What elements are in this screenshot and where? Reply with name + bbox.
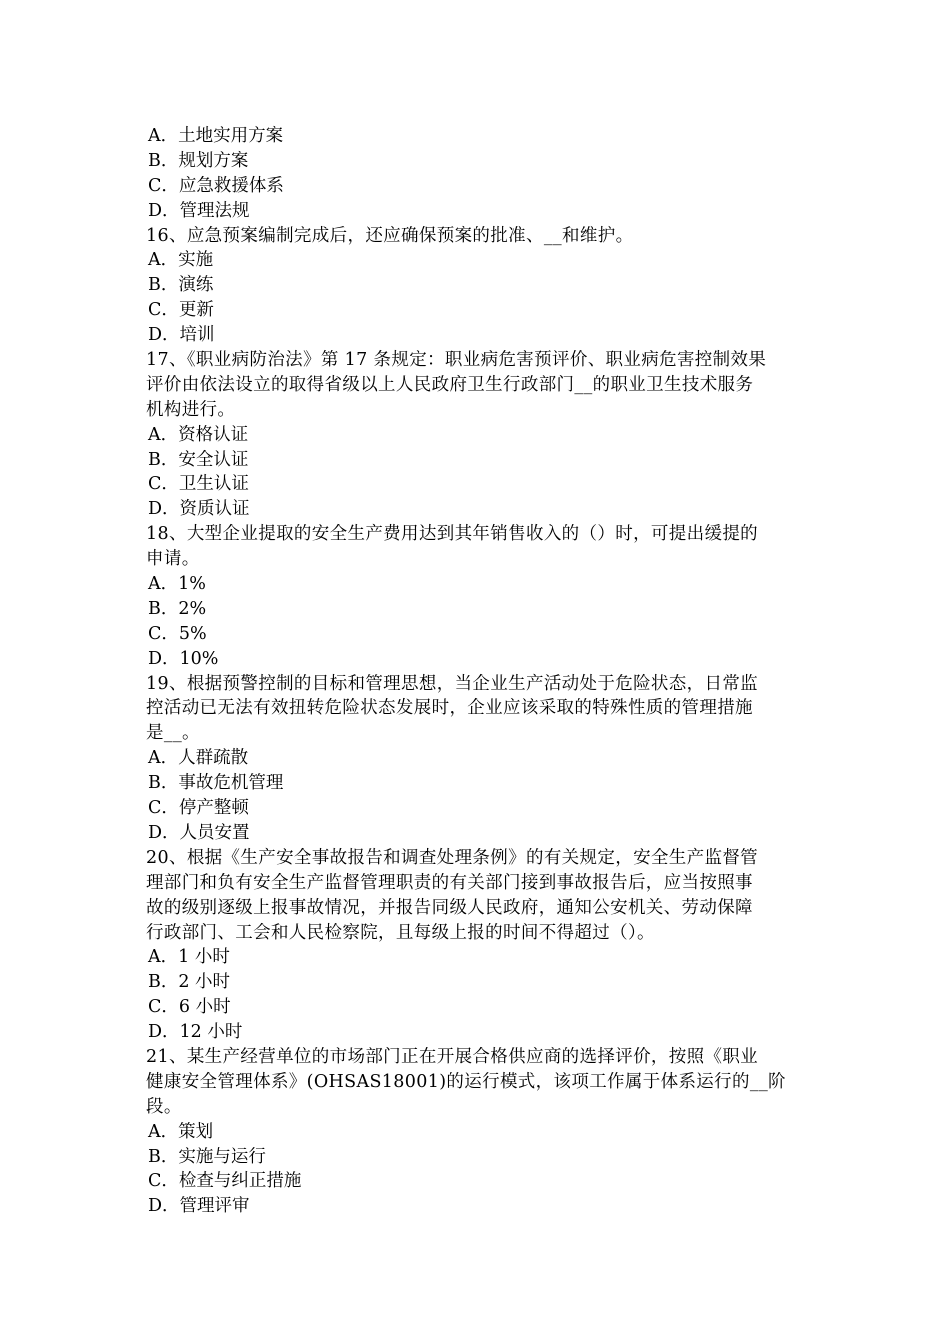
question-text: 申请。: [146, 549, 200, 570]
question-text: 是__。: [146, 723, 200, 744]
option-a: A．1%: [148, 574, 206, 595]
option-c: C．卫生认证: [148, 474, 249, 495]
option-c: C．5%: [148, 623, 207, 644]
option-b: B．实施与运行: [148, 1146, 266, 1167]
question-17: [146, 348, 810, 423]
question-20: [146, 846, 810, 946]
option-c: C．检查与纠正措施: [148, 1171, 302, 1192]
question-18: [146, 522, 810, 572]
question-18-options: [146, 572, 810, 672]
option-b: B．2%: [148, 598, 207, 619]
option-b: B．2 小时: [148, 972, 231, 993]
option-c: C．停产整顿: [148, 798, 249, 819]
option-d: D．培训: [148, 325, 215, 346]
question-text: 健康安全管理体系》(OHSAS18001)的运行模式，该项工作属于体系运行的__阶: [146, 1071, 786, 1092]
question-text: 段。: [146, 1096, 182, 1117]
document-page: [146, 124, 810, 1219]
option-d: D．12 小时: [148, 1022, 243, 1043]
option-c: C．应急救援体系: [148, 175, 284, 196]
question-19: [146, 672, 810, 747]
question-text: 19、根据预警控制的目标和管理思想，当企业生产活动处于危险状态，日常监: [146, 673, 759, 694]
question-text: 17、《职业病防治法》第 17 条规定：职业病危害预评价、职业病危害控制效果: [146, 350, 767, 371]
option-c: C．6 小时: [148, 997, 231, 1018]
option-b: B．演练: [148, 275, 214, 296]
option-b: B．安全认证: [148, 449, 249, 470]
option-a: A．实施: [148, 250, 214, 271]
question-text: 控活动已无法有效扭转危险状态发展时，企业应该采取的特殊性质的管理措施: [146, 698, 753, 719]
question-19-options: [146, 746, 810, 846]
question-text: 故的级别逐级上报事故情况，并报告同级人民政府，通知公安机关、劳动保障: [146, 897, 753, 918]
option-d: D．管理评审: [148, 1196, 250, 1217]
option-b: B．事故危机管理: [148, 773, 284, 794]
option-d: D．管理法规: [148, 200, 250, 221]
option-a: A．策划: [148, 1121, 214, 1142]
question-17-options: [146, 423, 810, 523]
option-c: C．更新: [148, 300, 214, 321]
option-a: A．资格认证: [148, 424, 249, 445]
question-text: 评价由依法设立的取得省级以上人民政府卫生行政部门__的职业卫生技术服务: [146, 374, 754, 395]
option-b: B．规划方案: [148, 150, 249, 171]
question-text: 20、根据《生产安全事故报告和调查处理条例》的有关规定，安全生产监督管: [146, 847, 759, 868]
question-21-options: [146, 1120, 810, 1220]
leading-options: [146, 124, 810, 224]
question-20-options: [146, 945, 810, 1045]
option-d: D．资质认证: [148, 499, 250, 520]
option-a: A．人群疏散: [148, 748, 249, 769]
option-a: A．1 小时: [148, 947, 230, 968]
question-text: 机构进行。: [146, 399, 236, 420]
option-d: D．10%: [148, 648, 219, 669]
question-text: 16、应急预案编制完成后，还应确保预案的批准、__和维护。: [146, 225, 634, 246]
question-21: [146, 1045, 810, 1120]
question-text: 行政部门、工会和人民检察院，且每级上报的时间不得超过（）。: [146, 922, 655, 943]
option-a: A．土地实用方案: [148, 126, 284, 146]
option-d: D．人员安置: [148, 822, 250, 843]
question-text: 理部门和负有安全生产监督管理职责的有关部门接到事故报告后，应当按照事: [146, 872, 753, 893]
question-text: 21、某生产经营单位的市场部门正在开展合格供应商的选择评价，按照《职业: [146, 1046, 759, 1067]
question-16-options: [146, 248, 810, 348]
question-16: [146, 224, 810, 249]
question-text: 18、大型企业提取的安全生产费用达到其年销售收入的（）时，可提出缓提的: [146, 524, 759, 545]
